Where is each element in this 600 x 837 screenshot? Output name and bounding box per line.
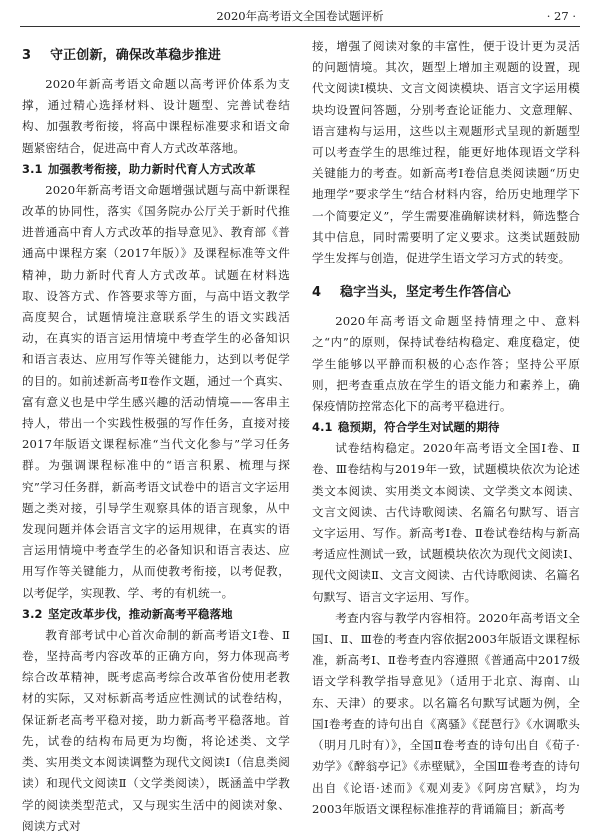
subsection-4-1-heading <box>312 417 580 438</box>
subsection-3-1-title: 加强教考衔接，助力新时代育人方式改革 <box>48 161 256 176</box>
section-4-number: 4 <box>312 285 322 301</box>
subsection-4-1-paragraph-2: 考查内容与教学内容相符。2020年高考语文全国Ⅰ、Ⅱ、Ⅲ卷的考查内容依据2003年版语文课程标准，新高考Ⅰ、Ⅱ卷考查内容遵照《普通高中2017级语文学科教学指导意见》（适用于北京、海南、山东、天津）的要求。以名篇名句默写试题为例，全国Ⅰ卷考查的诗句出自《离骚》《琵琶行》《水调歌头（明月几时有）》，全国Ⅱ卷考查的诗句出自《荀子·劝学》《醉翁亭记》《赤壁赋》，全国Ⅲ卷考查的诗句出自《论语·述而》《观刈麦》《阿房宫赋》，均为2003年版语文课程标准推荐的背诵篇目；新高考 <box>312 610 580 816</box>
subsection-4-1-paragraph-1: 试卷结构稳定。2020年高考语文全国Ⅰ卷、Ⅱ卷、Ⅲ卷结构与2019年一致，试题模块依次为论述类文本阅读、实用类文本阅读、文学类文本阅读、文言文阅读、古代诗歌阅读、名篇名句默写、语言文字运用、写作。新高考Ⅰ卷、Ⅱ卷试卷结构与新高考适应性测试一致，试题模块依次为现代文阅读Ⅰ、现代文阅读Ⅱ、文言文阅读、古代诗歌阅读、名篇名句默写、语言文字运用、写作。 <box>312 441 580 604</box>
journal-title: 2020年高考语文全国卷试题评析 <box>216 9 384 23</box>
subsection-3-2-paragraph: 教育部考试中心首次命制的新高考语文Ⅰ卷、Ⅱ卷，坚持高考内容改革的正确方向，努力体现高考综合改革精神，既考虑高考综合改革省份使用老教材的实际，又对标新高考适应性测试的试卷结构，保证新老高考平稳对接，助力新高考平稳落地。首先，试卷的结构布局更为均衡，将论述类、文学类、实用类文本阅读调整为现代文阅读Ⅰ（信息类阅读）和现代文阅读Ⅱ（文学类阅读），既涵盖中学教学的阅读类型范式，又与现实生活中的阅读对象、阅读方式对 <box>22 627 290 833</box>
section-3-title: 守正创新，确保改革稳步推进 <box>50 48 221 63</box>
left-column <box>22 36 290 837</box>
section-4-intro: 2020年高考语文命题坚持情理之中、意料之“内”的原则，保持试卷结构稳定、难度稳定，使学生能够以平静而积极的心态作答；坚持公平原则，把考查重点放在学生的语文能力和素养上，确保疫情防控常态化下的高考平稳进行。 <box>312 314 580 414</box>
continued-paragraph: 接，增强了阅读对象的丰富性，便于设计更为灵活的问题情境。其次，题型上增加主观题的设置，现代文阅读Ⅰ模块、文言文阅读模块、语言文字运用模块均设置问答题，分别考查论证能力、文意理解、语言建构与运用，这些以主观题形式呈现的新题型可以考查学生的思维过程，能更好地体现语文学科关键能力的考查。如新高考Ⅰ卷信息类阅读题“历史地理学”要求学生“结合材料内容，给历史地理学下一个简要定义”，学生需要准确解读材料，筛选整合其中信息，同时需要明了定义要求。这类试题鼓励学生发挥与创造，促进学生语文学习方式的转变。 <box>312 39 580 266</box>
section-3-number: 3 <box>22 48 32 63</box>
page-number: · 27 · <box>546 9 576 23</box>
section-3-heading <box>22 46 290 66</box>
right-column <box>312 36 580 820</box>
subsection-4-1-number: 4.1 <box>312 420 333 435</box>
section-4-heading <box>312 283 580 303</box>
subsection-4-1-title: 稳预期，符合学生对试题的期待 <box>338 420 500 435</box>
subsection-3-1-number: 3.1 <box>22 161 43 176</box>
subsection-3-2-heading <box>22 604 290 625</box>
subsection-3-1-heading <box>22 159 290 180</box>
running-header <box>20 6 580 27</box>
section-4-title: 稳字当头，坚定考生作答信心 <box>340 285 511 301</box>
subsection-3-2-number: 3.2 <box>22 606 43 621</box>
subsection-3-1-paragraph: 2020年新高考语文命题增强试题与高中新课程改革的协同性，落实《国务院办公厅关于新时代推进普通高中育人方式改革的指导意见》、教育部《普通高中课程方案（2017年版）》及课程标准等文件精神，助力新时代育人方式改革。试题在材料选取、设答方式、作答要求等方面，与高中语文教学高度契合，试题情境注意联系学生的语文实践活动，在真实的语言运用情境中考查学生的必备知识和语言表达、应用写作等关键能力，达到以考促学的目的。如前述新高考Ⅱ卷作文题，通过一个真实、富有意义也是中学生感兴趣的活动情境——客串主持人，带出一个实践性极强的写作任务，直接对接2017年版语文课程标准“当代文化参与”学习任务群。为强调课程标准中的“语言积累、梳理与探究”学习任务群，新高考语文试卷中的语言文字运用题之类对接，引导学生观察具体的语言现象，从中发现问题并体会语言文字的运用规律，在真实的语言运用情境中考查学生的必备知识和语言表达、应用写作等关键能力，从而使教考衔接，以考促教，以考促学，实现教、学、考的有机统一。 <box>22 182 290 600</box>
section-3-intro: 2020年新高考语文命题以高考评价体系为支撑，通过精心选择材料、设计题型、完善试卷结构、加强教考衔接，将高中课程标准要求和语文命题紧密结合，促进高中育人方式改革落地。 <box>22 77 290 155</box>
subsection-3-2-title: 坚定改革步伐，推动新高考平稳落地 <box>48 606 233 621</box>
